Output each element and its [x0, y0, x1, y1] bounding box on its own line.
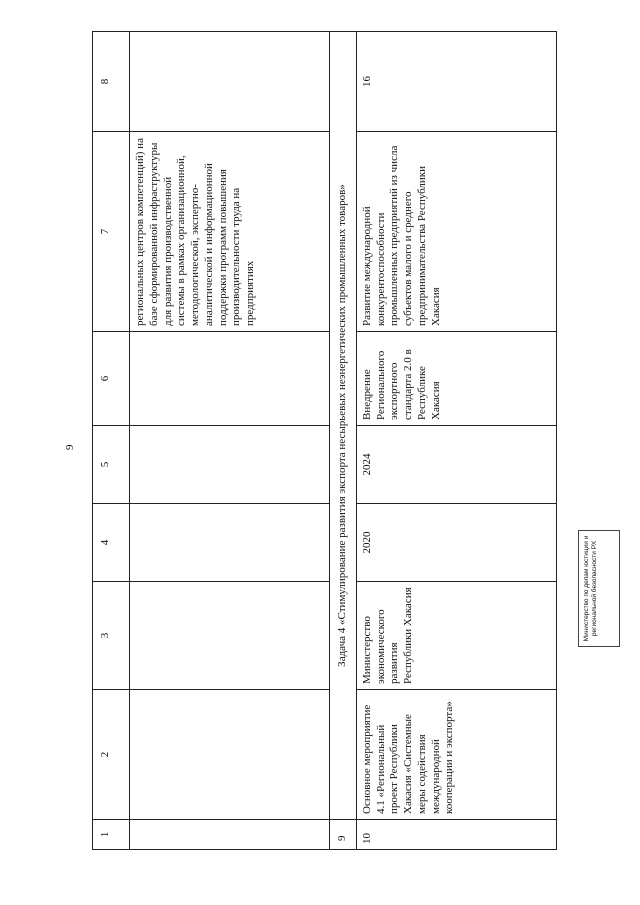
ministry-stamp-text: Министерство по делам юстиции и региональной безопасности РХ	[583, 535, 598, 642]
row10-end-year: 2024	[356, 426, 556, 504]
header-cell-7: 7	[93, 132, 130, 332]
continued-cell-4	[130, 504, 330, 582]
page-number: 9	[64, 444, 76, 450]
rotated-table-canvas	[92, 32, 556, 850]
row10-executor: Министерство экономического развития Республики Хакасия	[356, 582, 556, 690]
header-cell-2: 2	[93, 690, 130, 820]
header-cell-1: 1	[93, 820, 130, 850]
row10-start-year: 2020	[356, 504, 556, 582]
table-row	[356, 32, 556, 850]
row10-number: 10	[356, 820, 556, 850]
program-table	[92, 31, 557, 850]
row10-goal: Развитие международной конкурентоспособности промышленных предприятий из числа субъектов малого и среднего предпринимательства Республики Хакасия	[356, 132, 556, 332]
continued-row	[130, 32, 330, 850]
continued-cell-3	[130, 582, 330, 690]
continued-cell-1	[130, 820, 330, 850]
continued-cell-6	[130, 332, 330, 426]
header-cell-5: 5	[93, 426, 130, 504]
task-row-number: 9	[330, 820, 357, 850]
task-row-text: Задача 4 «Стимулирование развития экспорта несырьевых неэнергетических промышленных товаров»	[330, 32, 357, 820]
continued-cell-7: региональных центров компетенций) на базе сформированной инфраструктуры для развития производственной системы в рамках организационной, методологической, экспертно-аналитической и информационной поддержки программ повышения производительности труда на предприятиях	[130, 132, 330, 332]
row10-result: Внедрение Регионального экспортного стандарта 2.0 в Республике Хакасия	[356, 332, 556, 426]
header-cell-4: 4	[93, 504, 130, 582]
header-row	[93, 32, 130, 850]
header-cell-8: 8	[93, 32, 130, 132]
header-cell-6: 6	[93, 332, 130, 426]
continued-cell-8	[130, 32, 330, 132]
ministry-stamp	[578, 530, 620, 647]
row10-indicator: 16	[356, 32, 556, 132]
continued-cell-5	[130, 426, 330, 504]
task-row	[330, 32, 357, 850]
continued-cell-2	[130, 690, 330, 820]
header-cell-3: 3	[93, 582, 130, 690]
row10-activity: Основное мероприятие 4.1 «Региональный проект Республики Хакасия «Системные меры содействия международной кооперации и экспорта»	[356, 690, 556, 820]
